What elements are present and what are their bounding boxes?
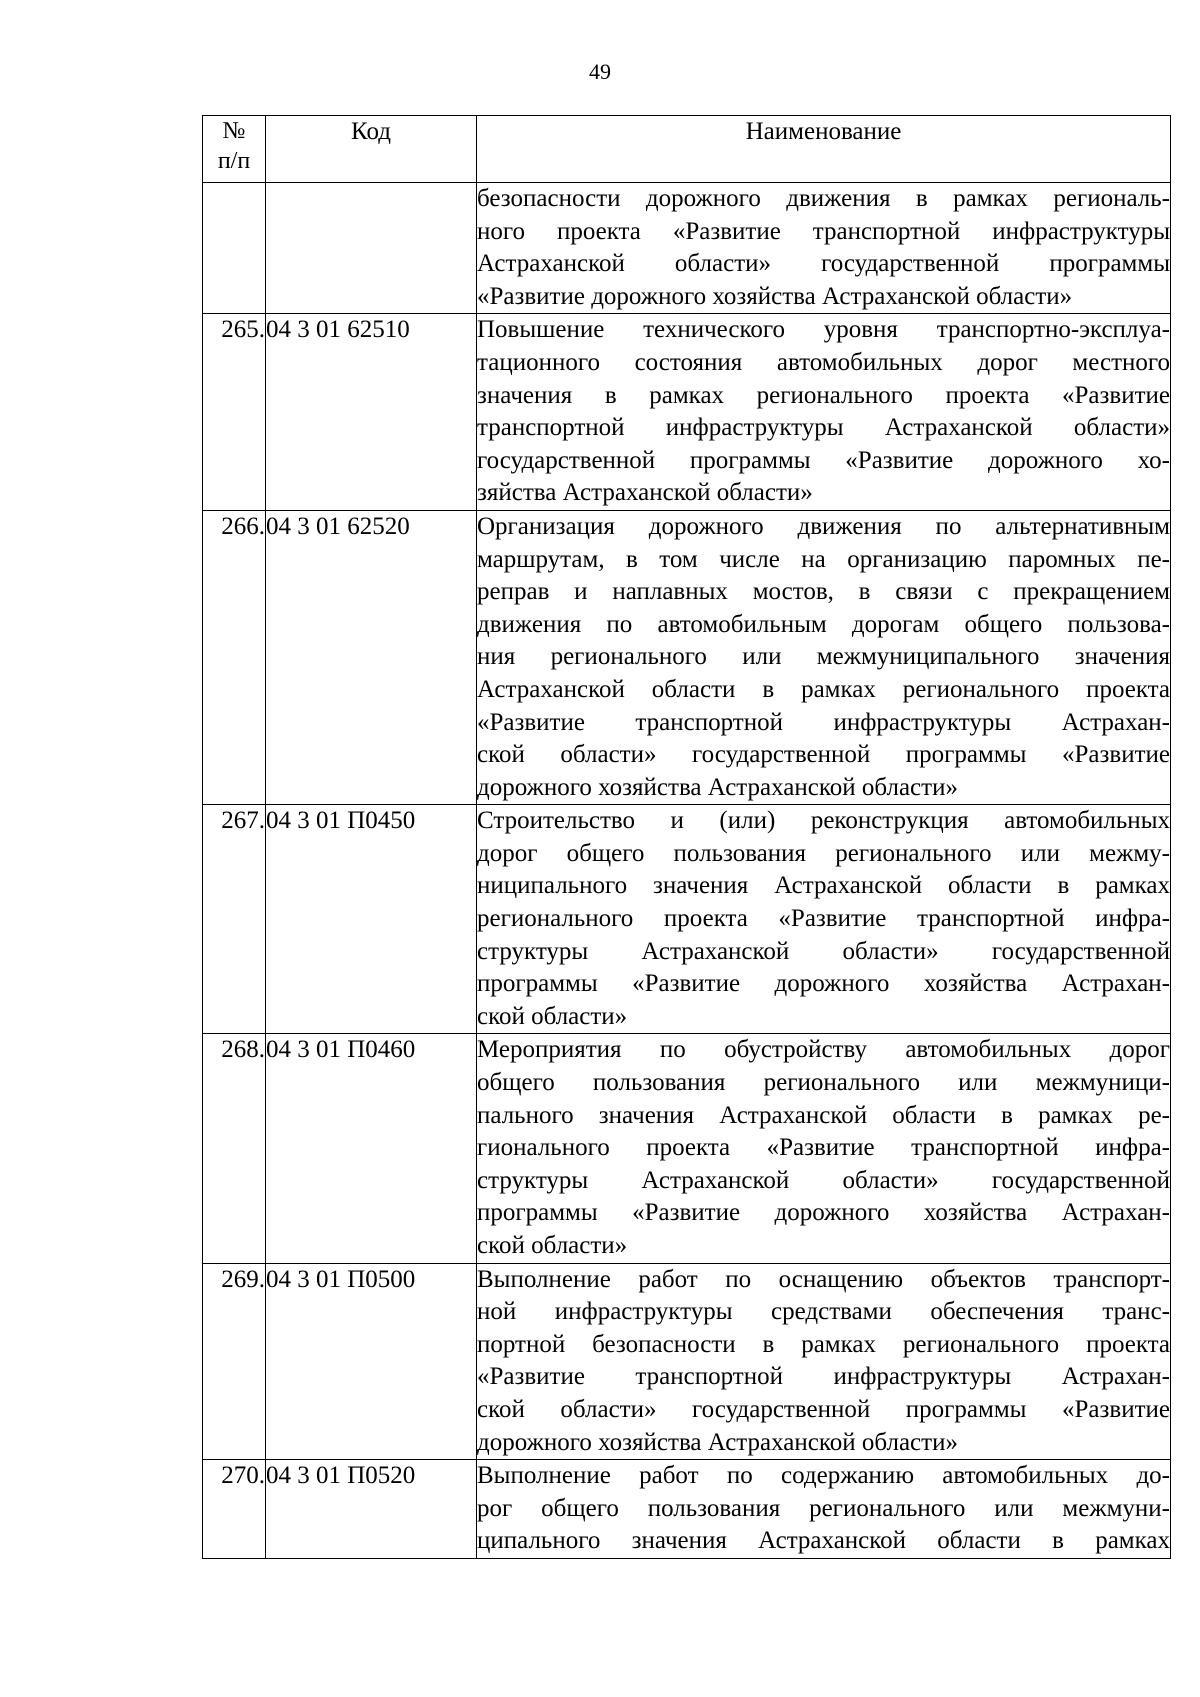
name-line: ния регионального или межмуниципального значения	[477, 643, 1170, 671]
name-line: Астраханской области» государственной программы	[477, 250, 1170, 278]
table-row	[203, 1034, 1171, 1263]
row-code: 04 3 01 62510	[266, 314, 477, 511]
classification-table	[202, 115, 1171, 1559]
header-num-line1: №	[222, 118, 246, 144]
name-line: Строительство и (или) реконструкция автомобильных	[477, 807, 1170, 835]
name-line: рог общего пользования регионального или межмуни-	[477, 1494, 1170, 1522]
table-row	[203, 1460, 1171, 1559]
name-line: дорожного хозяйства Астраханской области»	[477, 773, 958, 801]
row-number: 266.	[203, 510, 266, 804]
header-num-line2: п/п	[217, 148, 251, 174]
name-line: регионального проекта «Развитие транспортной инфра-	[477, 905, 1170, 933]
name-line: программы «Развитие дорожного хозяйства Астрахан-	[477, 1199, 1170, 1227]
row-name	[477, 1034, 1171, 1263]
row-code: 04 3 01 П0520	[266, 1460, 477, 1559]
row-name	[477, 183, 1171, 314]
name-line: программы «Развитие дорожного хозяйства Астрахан-	[477, 970, 1170, 998]
name-line: Повышение технического уровня транспортно-эксплуа-	[477, 316, 1170, 344]
table-row	[203, 1263, 1171, 1460]
name-line: Выполнение работ по содержанию автомобильных до-	[477, 1462, 1170, 1490]
row-name	[477, 314, 1171, 511]
name-line: реправ и наплавных мостов, в связи с прекращением	[477, 578, 1170, 606]
name-line: государственной программы «Развитие дорожного хо-	[477, 446, 1170, 474]
name-line: «Развитие транспортной инфраструктуры Астрахан-	[477, 708, 1170, 736]
row-code: 04 3 01 62520	[266, 510, 477, 804]
page-number: 49	[589, 59, 611, 84]
name-line: гионального проекта «Развитие транспортной инфра-	[477, 1134, 1170, 1162]
name-line: портной безопасности в рамках регионального проекта	[477, 1330, 1170, 1358]
name-line: транспортной инфраструктуры Астраханской области»	[477, 414, 1170, 442]
row-code: 04 3 01 П0460	[266, 1034, 477, 1263]
row-number: 270.	[203, 1460, 266, 1559]
row-name	[477, 805, 1171, 1034]
row-code: 04 3 01 П0500	[266, 1263, 477, 1460]
table-row	[203, 510, 1171, 804]
name-line: значения в рамках регионального проекта «Развитие	[477, 381, 1170, 409]
name-line: «Развитие дорожного хозяйства Астраханской области»	[477, 282, 1073, 310]
name-line: общего пользования регионального или межмуници-	[477, 1069, 1170, 1097]
row-name	[477, 1460, 1171, 1559]
table-row	[203, 314, 1171, 511]
row-number: 265.	[203, 314, 266, 511]
row-number: 268.	[203, 1034, 266, 1263]
name-line: дорог общего пользования регионального или межму-	[477, 839, 1170, 867]
name-line: структуры Астраханской области» государственной	[477, 937, 1170, 965]
table-header	[203, 116, 1171, 183]
row-name	[477, 510, 1171, 804]
row-number: 269.	[203, 1263, 266, 1460]
name-line: Выполнение работ по оснащению объектов транспорт-	[477, 1265, 1170, 1293]
row-name	[477, 1263, 1171, 1460]
name-line: маршрутам, в том числе на организацию паромных пе-	[477, 545, 1170, 573]
name-line: «Развитие транспортной инфраструктуры Астрахан-	[477, 1363, 1170, 1391]
header-code: Код	[266, 116, 477, 183]
name-line: пального значения Астраханской области в рамках ре-	[477, 1101, 1170, 1129]
name-line: ципального значения Астраханской области в рамках	[477, 1527, 1170, 1555]
header-num	[203, 116, 266, 183]
name-line: Мероприятия по обустройству автомобильных дорог	[477, 1036, 1170, 1064]
name-line: тационного состояния автомобильных дорог местного	[477, 348, 1170, 376]
name-line: зяйства Астраханской области»	[477, 479, 813, 507]
header-name: Наименование	[477, 116, 1171, 183]
name-line: ской области» государственной программы «Развитие	[477, 741, 1170, 769]
name-line: Астраханской области в рамках регионального проекта	[477, 675, 1170, 703]
name-line: Организация дорожного движения по альтернативным	[477, 512, 1170, 540]
name-line: безопасности дорожного движения в рамках региональ-	[477, 185, 1170, 212]
table-body	[203, 183, 1171, 1559]
name-line: дорожного хозяйства Астраханской области»	[477, 1428, 958, 1456]
name-line: ной инфраструктуры средствами обеспечения транс-	[477, 1298, 1170, 1326]
name-line: движения по автомобильным дорогам общего пользова-	[477, 610, 1170, 638]
name-line: ниципального значения Астраханской области в рамках	[477, 872, 1170, 900]
table-row	[203, 805, 1171, 1034]
row-number: 267.	[203, 805, 266, 1034]
name-line: ской области»	[477, 1002, 628, 1030]
name-line: ской области» государственной программы «Развитие	[477, 1395, 1170, 1423]
row-code: 04 3 01 П0450	[266, 805, 477, 1034]
name-line: ного проекта «Развитие транспортной инфраструктуры	[477, 217, 1170, 245]
header-row	[203, 116, 1171, 183]
name-line: структуры Астраханской области» государственной	[477, 1166, 1170, 1194]
row-number	[203, 183, 266, 314]
name-line: ской области»	[477, 1232, 628, 1259]
table-row	[203, 183, 1171, 314]
row-code	[266, 183, 477, 314]
